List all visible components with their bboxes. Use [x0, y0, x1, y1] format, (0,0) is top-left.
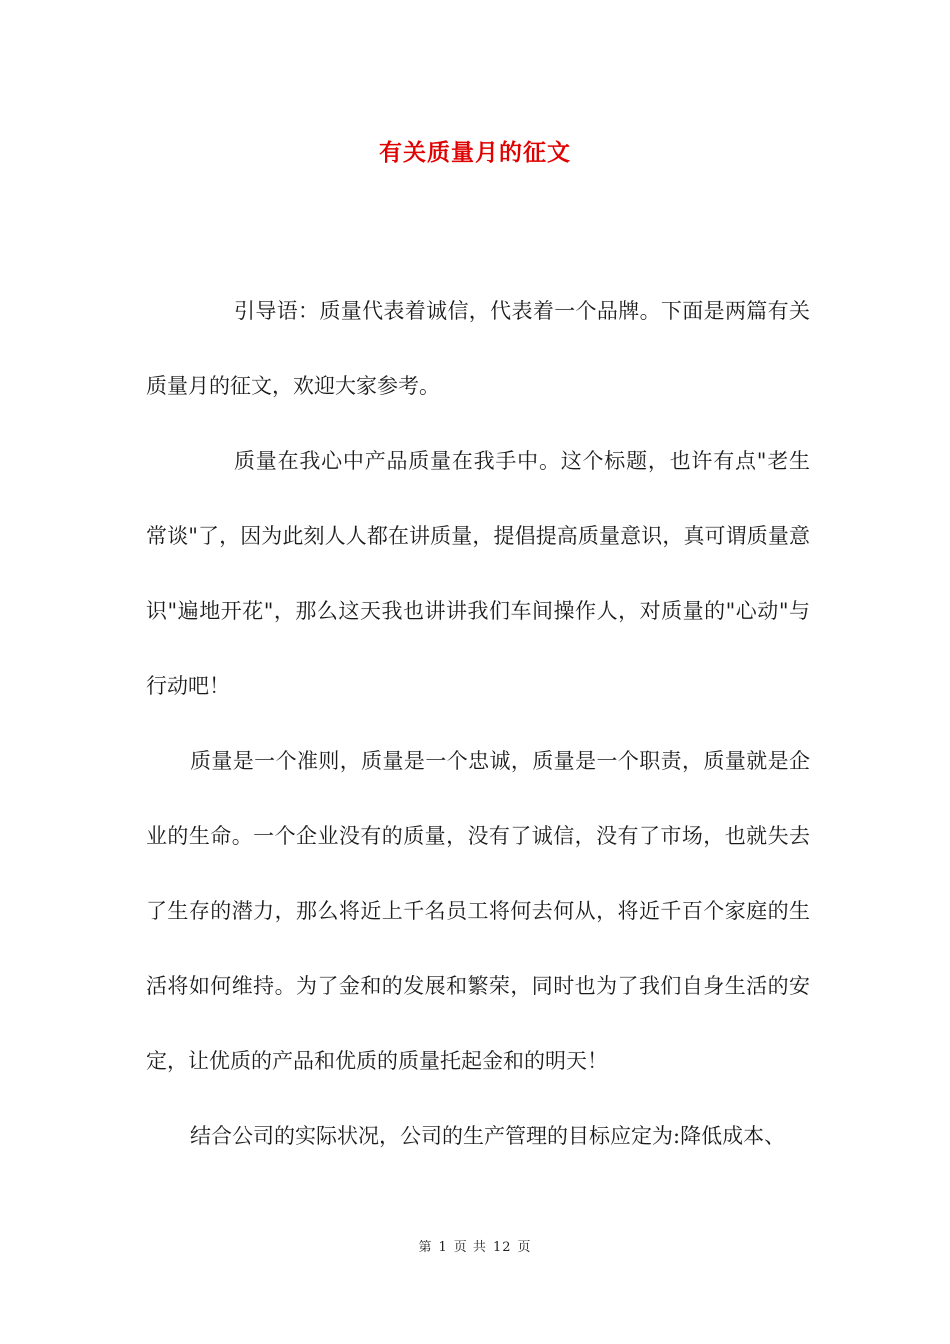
document-title: 有关质量月的征文 [379, 139, 571, 166]
paragraph-quality-in-heart: 质量在我心中产品质量在我手中。这个标题，也许有点"老生常谈"了，因为此刻人人都在讲质量，提倡提高质量意识，真可谓质量意识"遍地开花"，那么这天我也讲讲我们车间操作人，对质量的"心动"与行动吧！ [146, 449, 810, 698]
footer-middle: 页 共 [453, 1240, 487, 1255]
paragraph-quality-principle: 质量是一个准则，质量是一个忠诚，质量是一个职责，质量就是企业的生命。一个企业没有的质量，没有了诚信，没有了市场，也就失去了生存的潜力，那么将近上千名员工将何去何从，将近千百个家庭的生活将如何维持。为了金和的发展和繁荣，同时也为了我们自身生活的安定，让优质的产品和优质的质量托起金和的明天！ [146, 749, 810, 1073]
footer-suffix: 页 [517, 1240, 532, 1255]
footer-page-number: 1 [438, 1240, 448, 1255]
page-footer [0, 1236, 950, 1255]
footer-prefix: 第 [418, 1240, 433, 1255]
document-body [146, 274, 810, 1174]
footer-total-pages: 12 [492, 1240, 512, 1255]
paragraph-intro: 引导语：质量代表着诚信，代表着一个品牌。下面是两篇有关质量月的征文，欢迎大家参考。 [146, 299, 810, 398]
paragraph-company-goals: 结合公司的实际状况，公司的生产管理的目标应定为:降低成本、 [190, 1124, 786, 1148]
